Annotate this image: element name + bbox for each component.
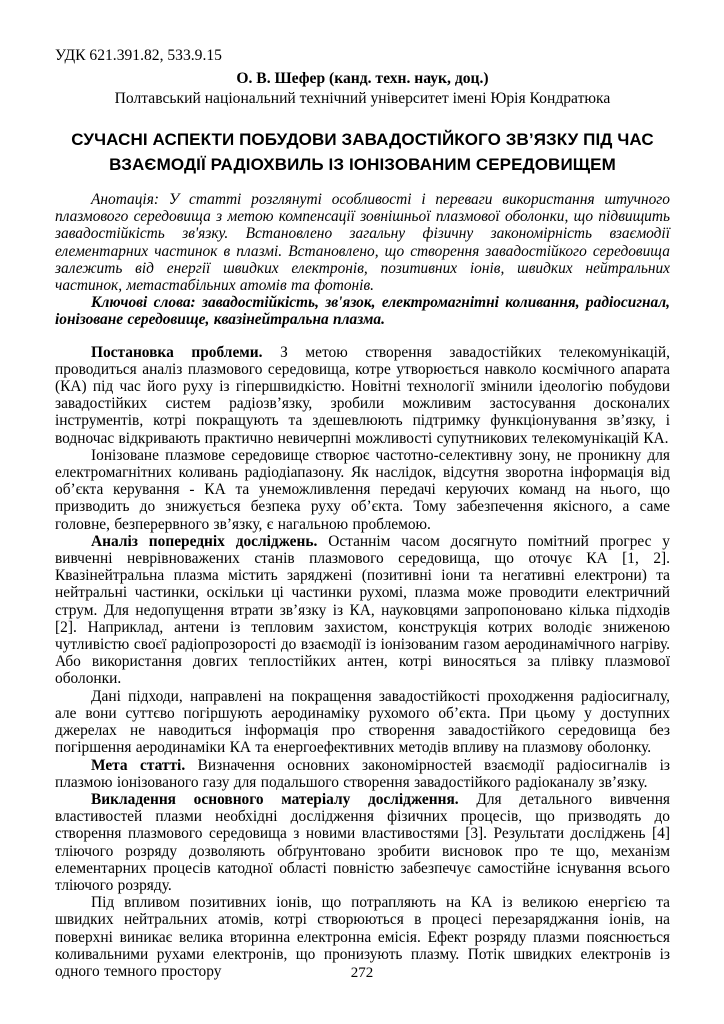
paragraph-text: Іонізоване плазмове середовище створює частотно-селективну зону, не проникну для електромагнітних коливань радіодіапазону. Як наслідок, відсутня зворотна інформація від об’єкта керування - КА та унеможливлення передачі керуючих команд на нього, що призводить до знижується безпека руху об’єкта. Тому забезпечення якісного, а саме головне, безперервного зв’язку, є нагальною проблемою. xyxy=(55,446,670,533)
abstract-text: У статті розглянуті особливості і переваги використання штучного плазмового середовища з метою компенсації зовнішньої плазмової оболонки, що підвищить завадостійкість зв'язку. Встановлено загальну фізичну закономірність взаємодії елементарних частинок в плазмі. Встановлено, що створення завадостійкого середовища залежить від енергії швидких електронів, позитивних іонів, швидких нейтральних частинок, метастабільних атомів та фотонів. xyxy=(55,191,670,295)
author-line: О. В. Шефер (канд. техн. наук, доц.) xyxy=(236,70,489,87)
keywords-paragraph xyxy=(55,294,670,328)
abstract-label: Анотація: xyxy=(91,191,159,208)
body-paragraph xyxy=(55,447,670,533)
keywords-label: Ключові слова: xyxy=(91,294,196,312)
body-paragraph xyxy=(55,791,670,894)
paragraph-lead: Мета статті. xyxy=(91,756,186,774)
body-paragraph xyxy=(55,757,670,791)
paragraph-text: Дані підходи, направлені на покращення завадостійкості проходження радіосигналу, але вони суттєво погіршують аеродинаміку рухомого об’єкта. При цьому у доступних джерелах не наводиться інформація про створення завадостійкого середовища без погіршення аеродинаміки КА та енергоефективних методів впливу на плазмову оболонку. xyxy=(55,687,670,757)
udk-code: УДК 621.391.82, 533.9.15 xyxy=(55,47,222,64)
keywords-text: завадостійкість, зв'язок, електромагнітні коливання, радіосигнал, іонізоване середовище, квазінейтральна плазма. xyxy=(55,294,670,329)
body-paragraph xyxy=(55,344,670,447)
body-paragraph xyxy=(55,533,670,688)
paragraph-text: З метою створення завадостійких телекомунікацій, проводиться аналіз плазмового середовища, котре утворюється навколо космічного апарата (КА) під час його руху із гіпершвидкістю. Новітні технології змінили ідеологію побудови завадостійких систем радіозв’язку, зробили можливим застосування досконалих інструментів, котрі покращують та здешевлюють підтримку функціонування зв’язку, і водночас відкривають практично невичерпні можливості супутникових телекомунікацій КА. xyxy=(55,343,670,447)
page-number: 272 xyxy=(350,965,374,981)
paragraph-text: Визначення основних закономірностей взаємодії радіосигналів із плазмою іонізованого газу для подальшого створення завадостійкого радіоканалу зв’язку. xyxy=(55,756,670,791)
paragraph-lead: Постановка проблеми. xyxy=(91,343,263,361)
paragraph-text: Для детального вивчення властивостей плазми необхідні дослідження фізичних процесів, що призводять до створення плазмового середовища з новими властивостями [3]. Результати досліджень [4] тліючого розряду дозволяють обґрунтовано зробити висновок про те що, механізм елементарних процесів катодної області повністю забезпечує самостійне існування всього тліючого розряду. xyxy=(55,790,671,894)
paragraph-text: Під впливом позитивних іонів, що потрапляють на КА із великою енергією та швидких нейтральних атомів, котрі створюються в процесі перезаряджання іонів, на поверхні виникає велика вторинна електронна емісія. Ефект розряду плазми пояснюється коливальними рухами електронів, що пронизують плазму. Потік швидких електронів із одного темного простору xyxy=(55,894,670,980)
body-paragraph xyxy=(55,688,670,757)
article-title: СУЧАСНІ АСПЕКТИ ПОБУДОВИ ЗАВАДОСТІЙКОГО ЗВ’ЯЗКУ ПІД ЧАС ВЗАЄМОДІЇ РАДІОХВИЛЬ ІЗ ІОНІЗОВАНИМ СЕРЕДОВИЩЕМ xyxy=(71,130,654,174)
paragraph-lead: Викладення основного матеріалу дослідження. xyxy=(91,790,459,808)
paragraph-lead: Аналіз попередніх досліджень. xyxy=(91,532,318,550)
affiliation-line: Полтавський національний технічний університет імені Юрія Кондратюка xyxy=(114,90,611,107)
paragraph-text: Останнім часом досягнуто помітний прогрес у вивченні неврівноважених станів плазмового середовища, що оточує КА [1, 2]. Квазінейтральна плазма містить заряджені (позитивні іони та негативні електрони) та нейтральні частинки, оскільки ці частинки рухомі, плазма може проводити електричний струм. Для недопущення втрати зв’язку із КА, науковцями запропоновано кілька підходів [2]. Наприклад, антени із тепловим захистом, конструкція котрих володіє зниженою чутливістю своєї радіопрозорості до взаємодії із іонізованим газом аеродинамічного нагріву. Або використання довгих теплостійких антен, котрі виносяться за плівку плазмової оболонки. xyxy=(55,532,670,688)
abstract-paragraph xyxy=(55,191,670,294)
